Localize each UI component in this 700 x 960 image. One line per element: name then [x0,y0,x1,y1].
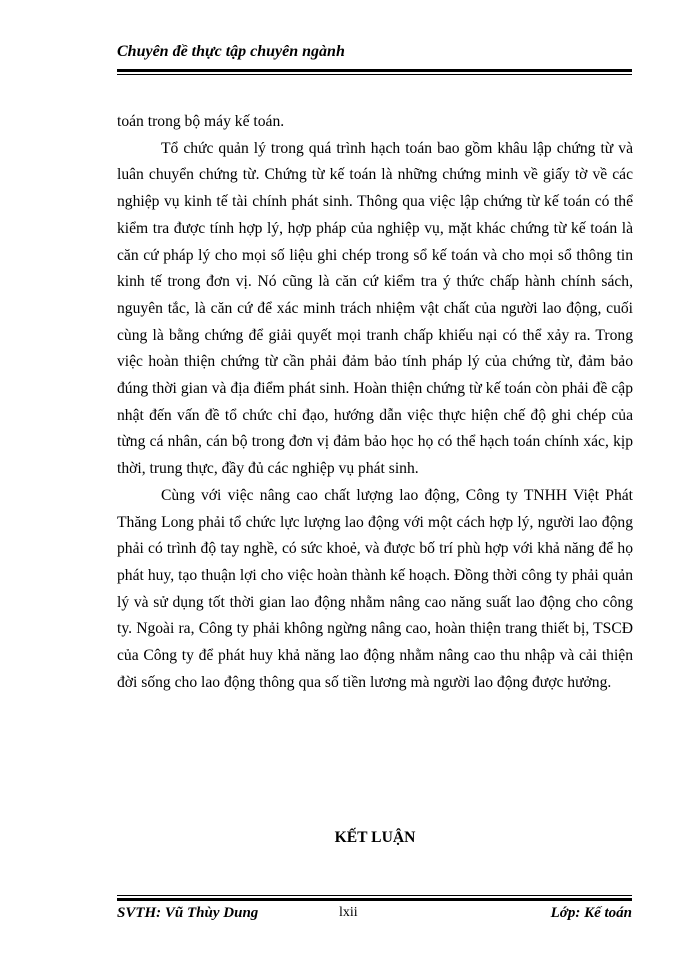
footer-page-number: lxii [339,905,358,920]
header-rule-thin [117,74,632,75]
paragraph-continuation: toán trong bộ máy kế toán. [117,113,285,130]
footer-author: SVTH: Vũ Thùy Dung [117,905,259,921]
footer-row [117,905,632,927]
footer-rule-thick [117,898,632,901]
footer-rule-thin [117,895,632,896]
document-body [117,109,633,696]
header-rule-thick [117,69,632,72]
footer-class: Lớp: Kế toán [550,905,632,921]
paragraph-labor-quality: Cùng với việc nâng cao chất lượng lao động, Công ty TNHH Việt Phát Thăng Long phải tổ chức lực lượng lao động với một cách hợp lý, người lao động phải có trình độ tay nghề, có sức khoẻ, và được bố trí phù hợp với khả năng để họ phát huy, tạo thuận lợi cho việc hoàn thành kế hoạch. Đồng thời công ty phải quản lý và sử dụng tốt thời gian lao động nhằm nâng cao năng suất lao động cho công ty. Ngoài ra, Công ty phải không ngừng nâng cao, hoàn thiện trang thiết bị, TSCĐ của Công ty để phát huy khả năng lao động nhằm nâng cao thu nhập và cải thiện đời sống cho lao động thông qua số tiền lương mà người lao động được hưởng. [117,486,633,691]
page-header [117,42,632,75]
page-footer [117,895,632,927]
paragraph-voucher-organization: Tổ chức quản lý trong quá trình hạch toán bao gồm khâu lập chứng từ và luân chuyển chứng từ. Chứng từ kế toán là những chứng minh về giấy tờ về các nghiệp vụ kinh tế tài chính phát sinh. Thông qua việc lập chứng từ kế toán có thể kiểm tra được tính hợp lý, hợp pháp của nghiệp vụ, mặt khác chứng từ kế toán là căn cứ pháp lý cho mọi số liệu ghi chép trong sổ kế toán và cho mọi sổ thông tin kinh tế trong đơn vị. Nó cũng là căn cứ kiểm tra ý thức chấp hành chính sách, nguyên tắc, là căn cứ để xác minh trách nhiệm vật chất của người lao động, cuối cùng là bằng chứng để giải quyết mọi tranh chấp khiếu nại có thể xảy ra. Trong việc hoàn thiện chứng từ cần phải đảm bảo tính pháp lý của chứng từ, đảm bảo đúng thời gian và địa điểm phát sinh. Hoàn thiện chứng từ kế toán còn phải đề cập nhật đến vấn đề tổ chức chỉ đạo, hướng dẫn việc thực hiện chế độ ghi chép của từng cá nhân, cán bộ trong đơn vị đảm bảo học họ có thể hạch toán chính xác, kịp thời, trung thực, đầy đủ các nghiệp vụ phát sinh. [117,139,633,478]
conclusion-heading: KẾT LUẬN [334,829,416,846]
header-title: Chuyên đề thực tập chuyên ngành [117,43,345,60]
